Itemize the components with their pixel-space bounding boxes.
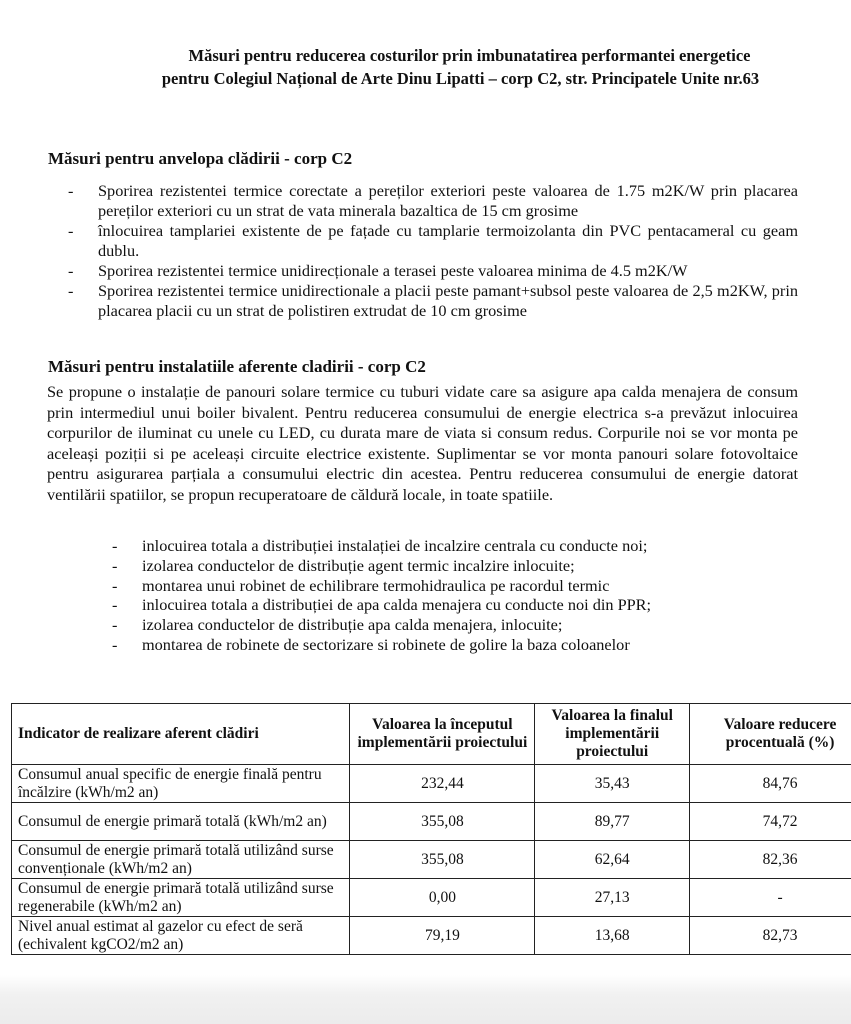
end-value-cell: 35,43 (535, 765, 690, 803)
reduction-cell: 82,36 (690, 841, 851, 879)
title-line-1: Măsuri pentru reducerea costurilor prin imbunatatirea performantei energetice (188, 46, 751, 65)
title-line-2: pentru Colegiul Național de Arte Dinu Lipatti – corp C2, str. Principatele Unite nr.63 (161, 69, 760, 88)
list-item: - Sporirea rezistentei termice unidirecționale a terasei peste valoarea minima de 4.5 m2K/W (68, 261, 688, 280)
list-item: - montarea unui robinet de echilibrare termohidraulica pe racordul termic (112, 575, 610, 595)
table-row (12, 803, 851, 841)
dash-bullet: - (112, 555, 118, 575)
list-item: - inlocuirea totala a distribuției instalației de incalzire centrala cu conducte noi; (112, 536, 648, 555)
table-row (12, 765, 851, 803)
indicator-cell: Consumul de energie primară totală utilizând surse convenționale (kWh/m2 an) (12, 841, 350, 879)
list-item: - montarea de robinete de sectorizare si robinete de golire la baza coloanelor (112, 634, 630, 654)
dash-bullet: - (112, 634, 118, 654)
installations-measures-list (112, 536, 782, 655)
dash-bullet: - (68, 221, 74, 240)
list-item: - înlocuirea tamplariei existente de pe fațade cu tamplarie termoizolanta din PVC pentacameral cu geam dublu. (68, 221, 798, 260)
dash-bullet: - (68, 281, 74, 300)
end-value-cell: 13,68 (535, 917, 690, 955)
reduction-cell: 82,73 (690, 917, 851, 955)
indicator-cell: Consumul de energie primară totală utilizând surse regenerabile (kWh/m2 an) (12, 879, 350, 917)
header-indicator: Indicator de realizare aferent clădiri (12, 704, 350, 765)
dash-bullet: - (112, 575, 118, 595)
list-item: - inlocuirea totala a distribuției de apa calda menajera cu conducte noi din PPR; (112, 595, 652, 615)
table-row (12, 879, 851, 917)
list-item: - izolarea conductelor de distribuție agent termic incalzire inlocuite; (112, 555, 575, 575)
indicator-cell: Consumul de energie primară totală (kWh/m2 an) (12, 803, 350, 841)
start-value-cell: 79,19 (350, 917, 535, 955)
installations-section-heading: Măsuri pentru instalatiile aferente cladirii - corp C2 (48, 357, 426, 376)
page-bottom-shadow (0, 975, 851, 1024)
table-header-row (12, 704, 851, 765)
list-item: - Sporirea rezistentei termice unidirectionale a placii peste pamant+subsol peste valoarea de 2,5 m2KW, prin placarea placii cu un strat de polistiren extrudat de 10 cm grosime (68, 281, 798, 320)
table-row (12, 841, 851, 879)
start-value-cell: 0,00 (350, 879, 535, 917)
installations-paragraph: Se propune o instalație de panouri solare termice cu tuburi vidate care sa asigure apa calda menajera de consum prin intermediul unui boiler bivalent. Pentru reducerea consumului de energie electrica s-a prevăzut inlocuirea corpurilor de iluminat cu unele cu LED, cu durata mare de viata si consum redus. Corpurile noi se vor monta pe aceleași poziții si pe aceleași circuite electrice existente. Suplimentar se vor monta panouri solare fotovoltaice pentru asigurarea parțiala a consumului electric din acestea. Pentru reducerea consumului de energie datorat ventilării spatiilor, se propun recuperatoare de căldură locale, in toate spatiile. (47, 382, 798, 504)
dash-bullet: - (112, 615, 118, 635)
end-value-cell: 62,64 (535, 841, 690, 879)
reduction-cell: 74,72 (690, 803, 851, 841)
list-item: - Sporirea rezistentei termice corectate a pereților exteriori peste valoarea de 1.75 m2K/W prin placarea pereților exteriori cu un strat de vata minerala bazaltica de 15 cm grosime (68, 181, 798, 220)
header-end-value: Valoarea la finalul implementării proiectului (535, 704, 690, 765)
dash-bullet: - (112, 595, 118, 615)
start-value-cell: 232,44 (350, 765, 535, 803)
start-value-cell: 355,08 (350, 803, 535, 841)
table-row (12, 917, 851, 955)
reduction-cell: 84,76 (690, 765, 851, 803)
header-reduction: Valoare reducere procentuală (%) (690, 704, 851, 765)
document-title (0, 44, 851, 90)
envelope-section-heading: Măsuri pentru anvelopa clădirii - corp C2 (48, 149, 353, 168)
dash-bullet: - (112, 536, 118, 555)
dash-bullet: - (68, 181, 74, 200)
end-value-cell: 27,13 (535, 879, 690, 917)
header-start-value: Valoarea la începutul implementării proiectului (350, 704, 535, 765)
indicator-cell: Consumul anual specific de energie finală pentru încălzire (kWh/m2 an) (12, 765, 350, 803)
reduction-cell: - (690, 879, 851, 917)
indicator-cell: Nivel anual estimat al gazelor cu efect de seră (echivalent kgCO2/m2 an) (12, 917, 350, 955)
indicators-table (11, 703, 851, 955)
start-value-cell: 355,08 (350, 841, 535, 879)
dash-bullet: - (68, 261, 74, 280)
envelope-measures-list (68, 181, 798, 321)
end-value-cell: 89,77 (535, 803, 690, 841)
list-item: - izolarea conductelor de distribuție apa calda menajera, inlocuite; (112, 615, 563, 635)
